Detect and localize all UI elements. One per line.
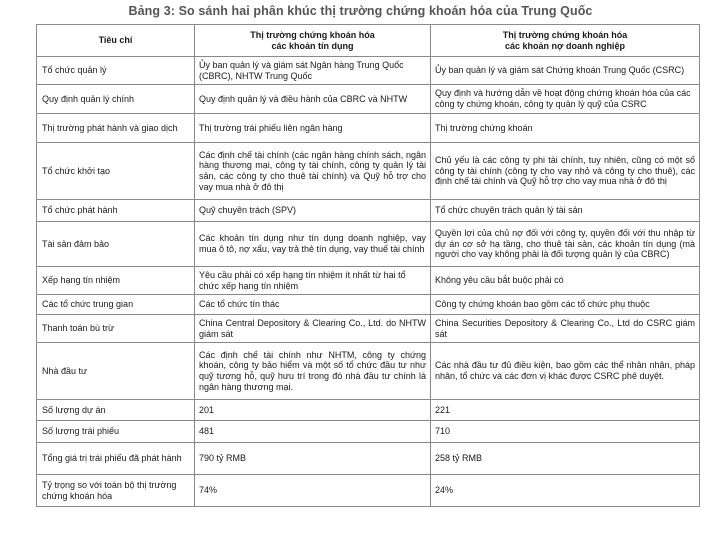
credit-cell: China Central Depository & Clearing Co., Ltd. do NHTW giám sát [195,315,431,343]
table-row [37,267,700,295]
table-row [37,343,700,400]
credit-cell: Quy định quản lý và điều hành của CBRC và NHTW [195,85,431,114]
credit-cell: 481 [195,421,431,443]
comparison-table [36,24,700,507]
criteria-cell: Xếp hạng tín nhiệm [37,267,195,295]
criteria-cell: Nhà đầu tư [37,343,195,400]
credit-cell: Thị trường trái phiếu liên ngân hàng [195,114,431,143]
criteria-cell: Tổng giá trị trái phiếu đã phát hành [37,443,195,475]
corporate-cell: 221 [431,400,700,421]
credit-cell: Các định chế tài chính như NHTM, công ty chứng khoán, công ty bảo hiểm và một số tổ chức đầu tư như quỹ tương hỗ, quỹ hưu trí trong đó nhà đầu tư chính là ngân hàng thương mại. [195,343,431,400]
table-title: Bảng 3: So sánh hai phân khúc thị trường chứng khoán hóa của Trung Quốc [128,4,593,18]
criteria-cell: Tổ chức phát hành [37,200,195,222]
table-row [37,85,700,114]
header-credit [195,25,431,57]
credit-cell: Quỹ chuyên trách (SPV) [195,200,431,222]
table-row [37,315,700,343]
criteria-cell: Thị trường phát hành và giao dịch [37,114,195,143]
corporate-cell: Thị trường chứng khoán [431,114,700,143]
criteria-cell: Tài sản đảm bảo [37,222,195,267]
table-row [37,443,700,475]
header-corporate [431,25,700,57]
credit-cell: 201 [195,400,431,421]
table-row [37,222,700,267]
header-credit-line1: Thị trường chứng khoán hóa [250,30,375,40]
header-corporate-line1: Thị trường chứng khoán hóa [502,30,628,40]
table-row [37,295,700,315]
corporate-cell: Công ty chứng khoán bao gồm các tổ chức phụ thuộc [431,295,700,315]
table-row [37,114,700,143]
header-corporate-line2: các khoản nợ doanh nghiệp [505,40,625,51]
corporate-cell: Các nhà đầu tư đủ điều kiện, bao gồm các thể nhân nhân, pháp nhân, tổ chức và các đơn vị khác được CSRC phê duyệt. [431,343,700,400]
criteria-cell: Quy định quản lý chính [37,85,195,114]
credit-cell: Các tổ chức tín thác [195,295,431,315]
header-row [37,25,700,57]
corporate-cell: Tổ chức chuyên trách quản lý tài sản [431,200,700,222]
table-row [37,143,700,200]
credit-cell: 74% [195,475,431,507]
credit-cell: Ủy ban quản lý và giám sát Ngân hàng Trung Quốc (CBRC), NHTW Trung Quốc [195,57,431,85]
criteria-cell: Thanh toán bù trừ [37,315,195,343]
criteria-cell: Tỷ trọng so với toàn bộ thị trường chứng khoán hóa [37,475,195,507]
corporate-cell: 24% [431,475,700,507]
credit-cell: Các định chế tài chính (các ngân hàng chính sách, ngân hàng thương mại, công ty tài chính, công ty quản lý tài sản, các công ty cho thuê tài chính) và Quỹ hỗ trợ cho vay mua nhà ở đô thị [195,143,431,200]
corporate-cell: Không yêu cầu bắt buộc phải có [431,267,700,295]
criteria-cell: Tổ chức quản lý [37,57,195,85]
table-row [37,421,700,443]
criteria-cell: Tổ chức khởi tạo [37,143,195,200]
corporate-cell: Quy định và hướng dẫn về hoạt động chứng khoán hóa của các công ty chứng khoán, công ty quản lý quỹ của CSRC [431,85,700,114]
header-credit-line2: các khoản tín dụng [271,40,354,51]
header-criteria: Tiêu chí [37,25,195,57]
criteria-cell: Số lượng dự án [37,400,195,421]
table-row [37,57,700,85]
criteria-cell: Các tổ chức trung gian [37,295,195,315]
credit-cell: 790 tỷ RMB [195,443,431,475]
table-row [37,200,700,222]
corporate-cell: Chủ yếu là các công ty phi tài chính, tuy nhiên, cũng có một số công ty tài chính (công ty cho vay nhỏ và công ty cho thuê), các định chế tài chính và Quỹ hỗ trợ cho vay mua nhà ở đô thị [431,143,700,200]
corporate-cell: China Securities Depository & Clearing Co., Ltd do CSRC giám sát [431,315,700,343]
table-row [37,400,700,421]
corporate-cell: 710 [431,421,700,443]
credit-cell: Yêu cầu phải có xếp hạng tín nhiệm ít nhất từ hai tổ chức xếp hạng tín nhiệm [195,267,431,295]
criteria-cell: Số lượng trái phiếu [37,421,195,443]
table-row [37,475,700,507]
corporate-cell: 258 tỷ RMB [431,443,700,475]
corporate-cell: Quyền lợi của chủ nợ đối với công ty, quyền đối với thu nhập từ dự án cơ sở hạ tầng, cho thuê tài sản, các khoản tín dụng (mà người cho vay không phải là đối tượng quản lý của CBRC) [431,222,700,267]
credit-cell: Các khoản tín dụng như tín dụng doanh nghiệp, vay mua ô tô, nợ xấu, vay trả thẻ tín dụng, vay thuế tài chính [195,222,431,267]
corporate-cell: Ủy ban quản lý và giám sát Chứng khoán Trung Quốc (CSRC) [431,57,700,85]
